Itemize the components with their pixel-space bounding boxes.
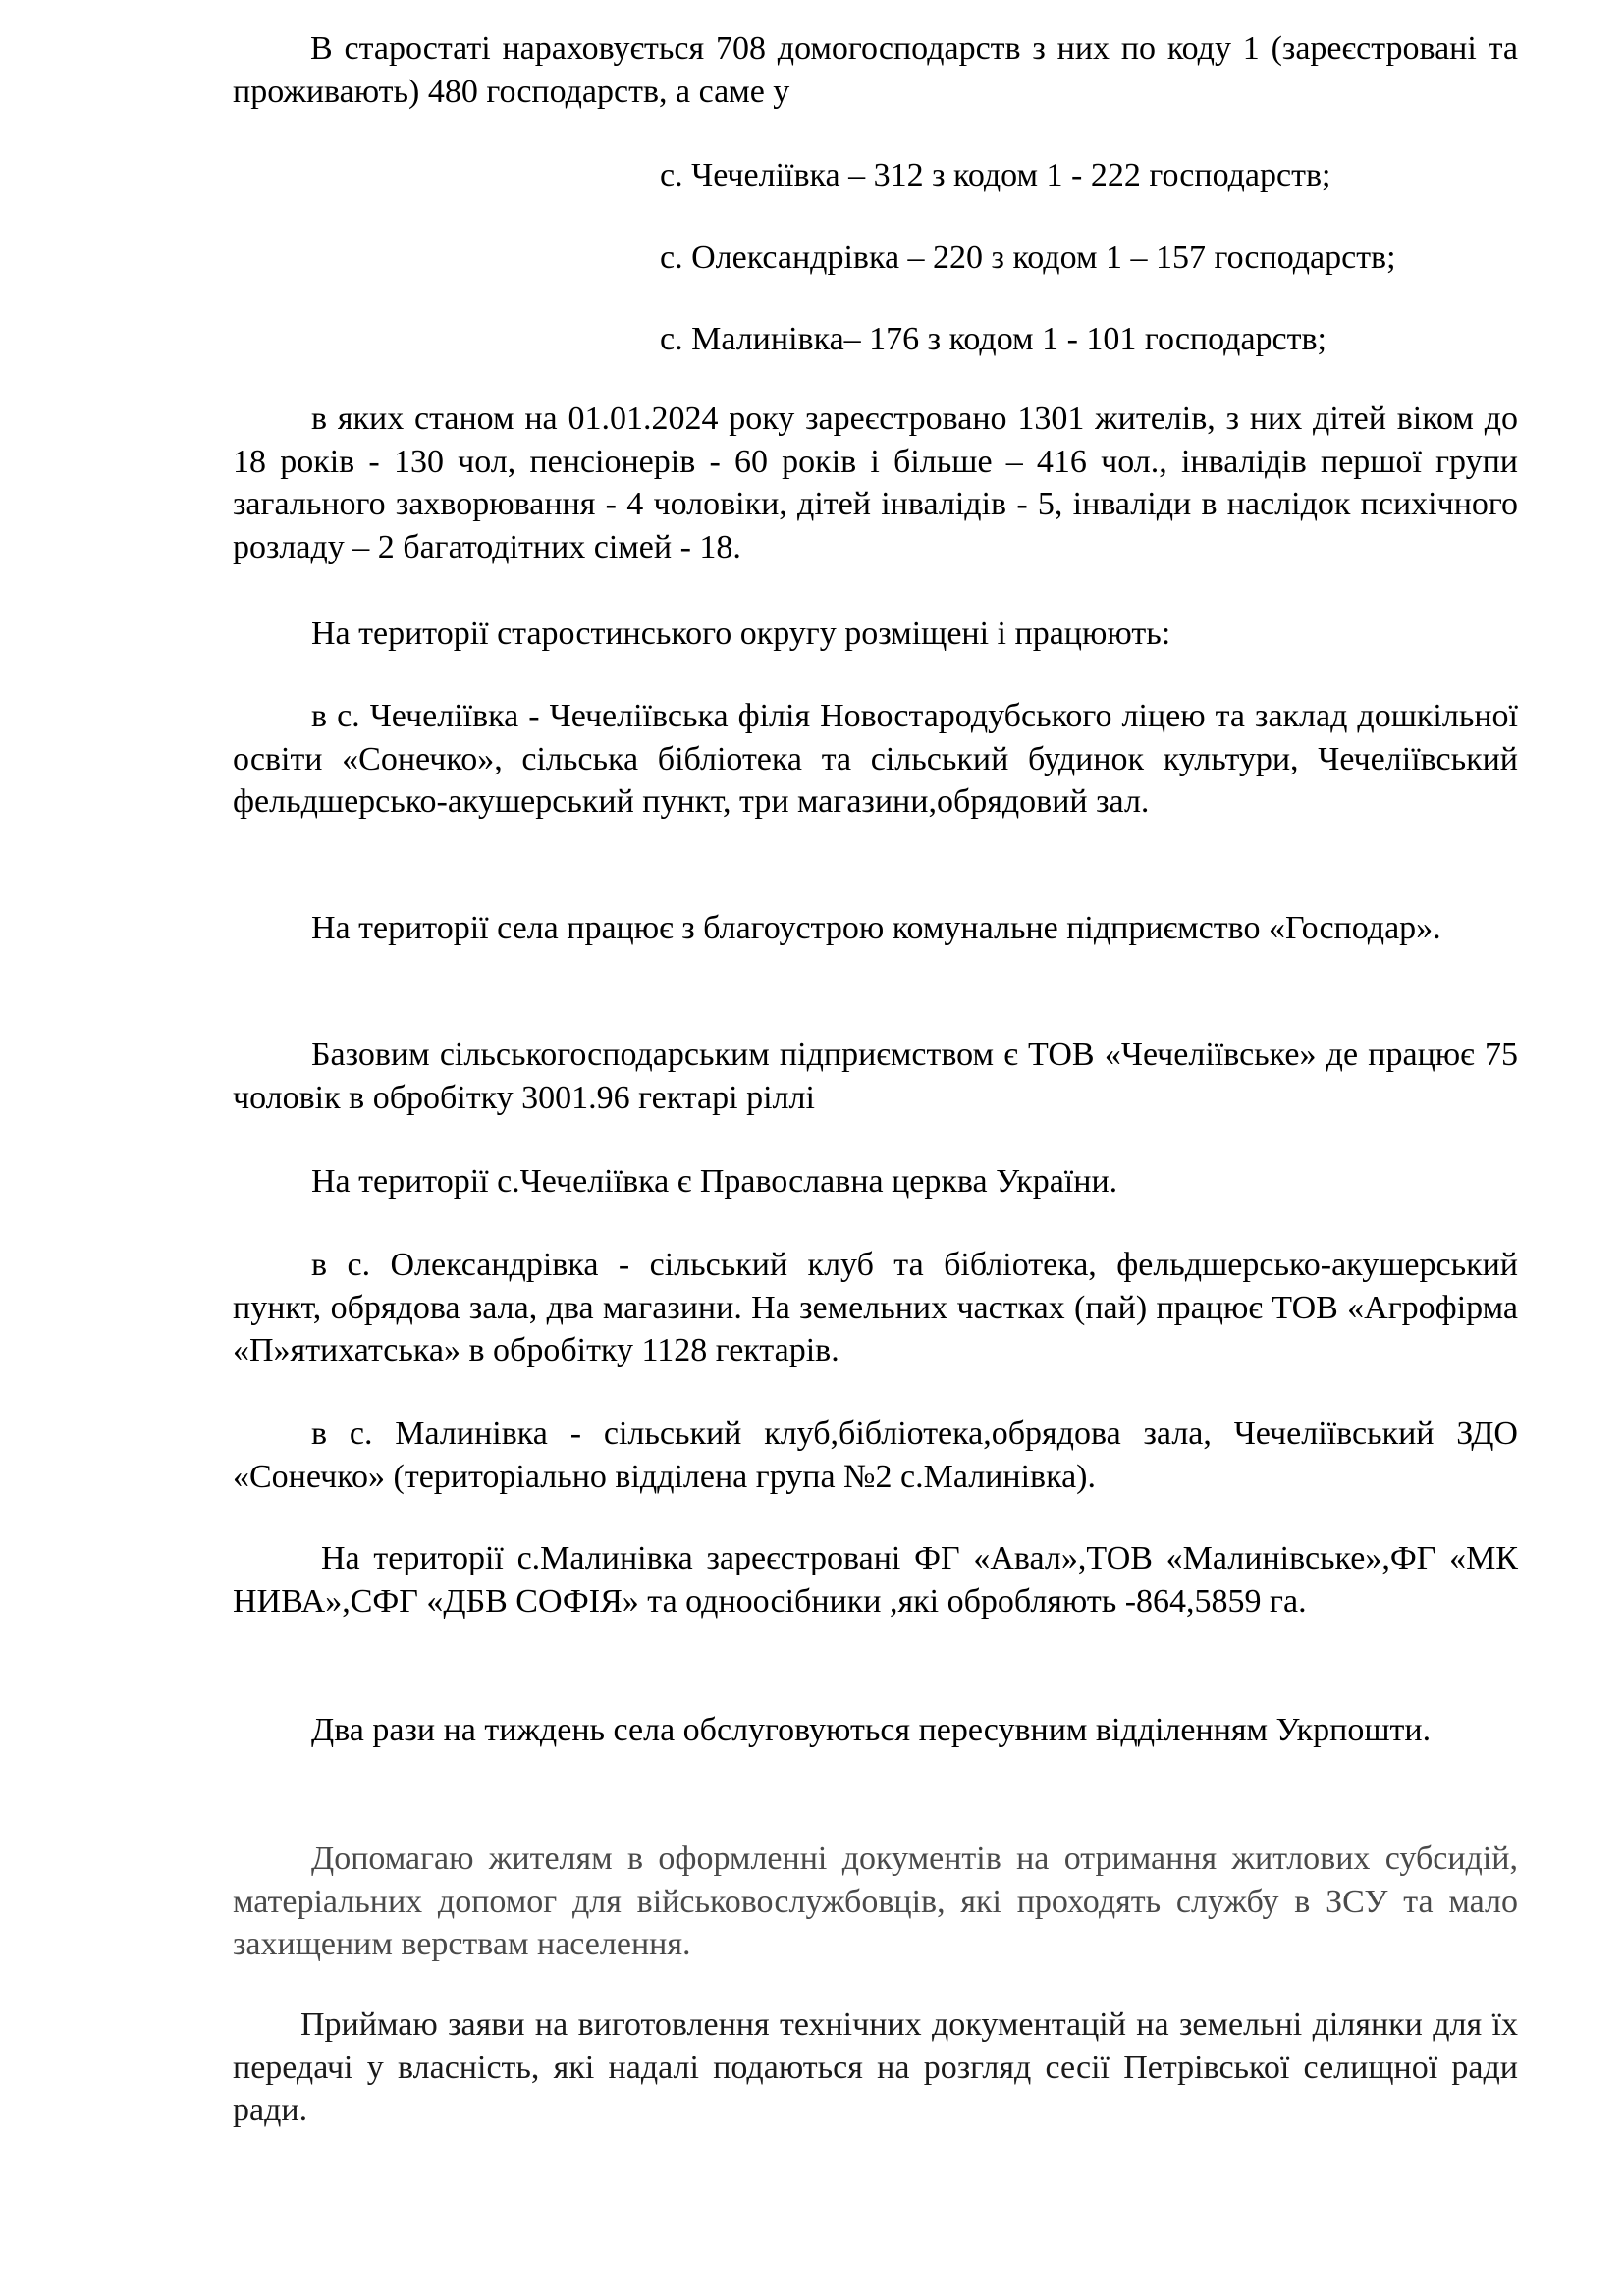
paragraph-post-service: Два рази на тиждень села обслуговуються пересувним відділенням Укрпошти. — [311, 1712, 1432, 1748]
paragraph-oleksandrivka-facilities: в с. Олександрівка - сільський клуб та бібліотека, фельдшерсько-акушерський пункт, обрядова зала, два магазини. На земельних частках (пай) працює ТОВ «Агрофірма «П»ятихатська» в обробітку 1128 гектарів. — [233, 1247, 1518, 1368]
paragraph-subsidies-help: Допомагаю жителям в оформленні документів на отримання житлових субсидій, матеріальних допомог для військовослужбовців, які проходять службу в ЗСУ та мало захищеним верствам населення. — [233, 1841, 1518, 1962]
paragraph-base-enterprise: Базовим сільськогосподарським підприємством є ТОВ «Чечеліївське» де працює 75 чоловік в обробітку 3001.96 гектарі ріллі — [233, 1037, 1518, 1116]
paragraph-malynivka-facilities: в с. Малинівка - сільський клуб,бібліотека,обрядова зала, Чечеліївський ЗДО «Сонечко» (територіально відділена група №2 с.Малинівка). — [233, 1415, 1518, 1495]
paragraph-residents: в яких станом на 01.01.2024 року зареєстровано 1301 жителів, з них дітей віком до 18 років - 130 чол, пенсіонерів - 60 років і більше – 416 чол., інвалідів першої групи загального захворювання - 4 чоловіки, дітей інвалідів - 5, інваліди в наслідок психічного розладу – 2 багатодітних сімей - 18. — [233, 400, 1518, 565]
paragraph-land-applications: Приймаю заяви на виготовлення технічних документацій на земельні ділянки для їх передачі у власність, які надалі подаються на розгляд сесії Петрівської селищної ради ради. — [233, 2006, 1518, 2128]
village-line-chechelivka: с. Чечеліївка – 312 з кодом 1 - 222 господарств; — [660, 157, 1331, 193]
village-line-malynivka: с. Малинівка– 176 з кодом 1 - 101 господарств; — [660, 321, 1326, 357]
paragraph-chechelivka-facilities: в с. Чечеліївка - Чечеліївська філія Новостародубського ліцею та заклад дошкільної освіти «Сонечко», сільська бібліотека та сільський будинок культури, Чечеліївський фельдшерсько-акушерський пункт, три магазини,обрядовий зал. — [233, 698, 1518, 820]
paragraph-malynivka-farms: На території с.Малинівка зареєстровані ФГ «Авал»,ТОВ «Малинівське»,ФГ «МК НИВА»,СФГ «ДБВ СОФІЯ» та одноосібники ,які обробляють -864,5859 га. — [233, 1540, 1518, 1620]
paragraph-households-intro: В старостаті нараховується 708 домогосподарств з них по коду 1 (зареєстровані та проживають) 480 господарств, а саме у — [233, 30, 1518, 110]
paragraph-territory-intro: На території старостинського округу розміщені і працюють: — [311, 615, 1171, 652]
paragraph-church: На території с.Чечеліївка є Православна церква України. — [311, 1163, 1118, 1200]
village-line-oleksandrivka: с. Олександрівка – 220 з кодом 1 – 157 господарств; — [660, 240, 1396, 276]
paragraph-utility-company: На території села працює з благоустрою комунальне підприємство «Господар». — [311, 910, 1441, 946]
